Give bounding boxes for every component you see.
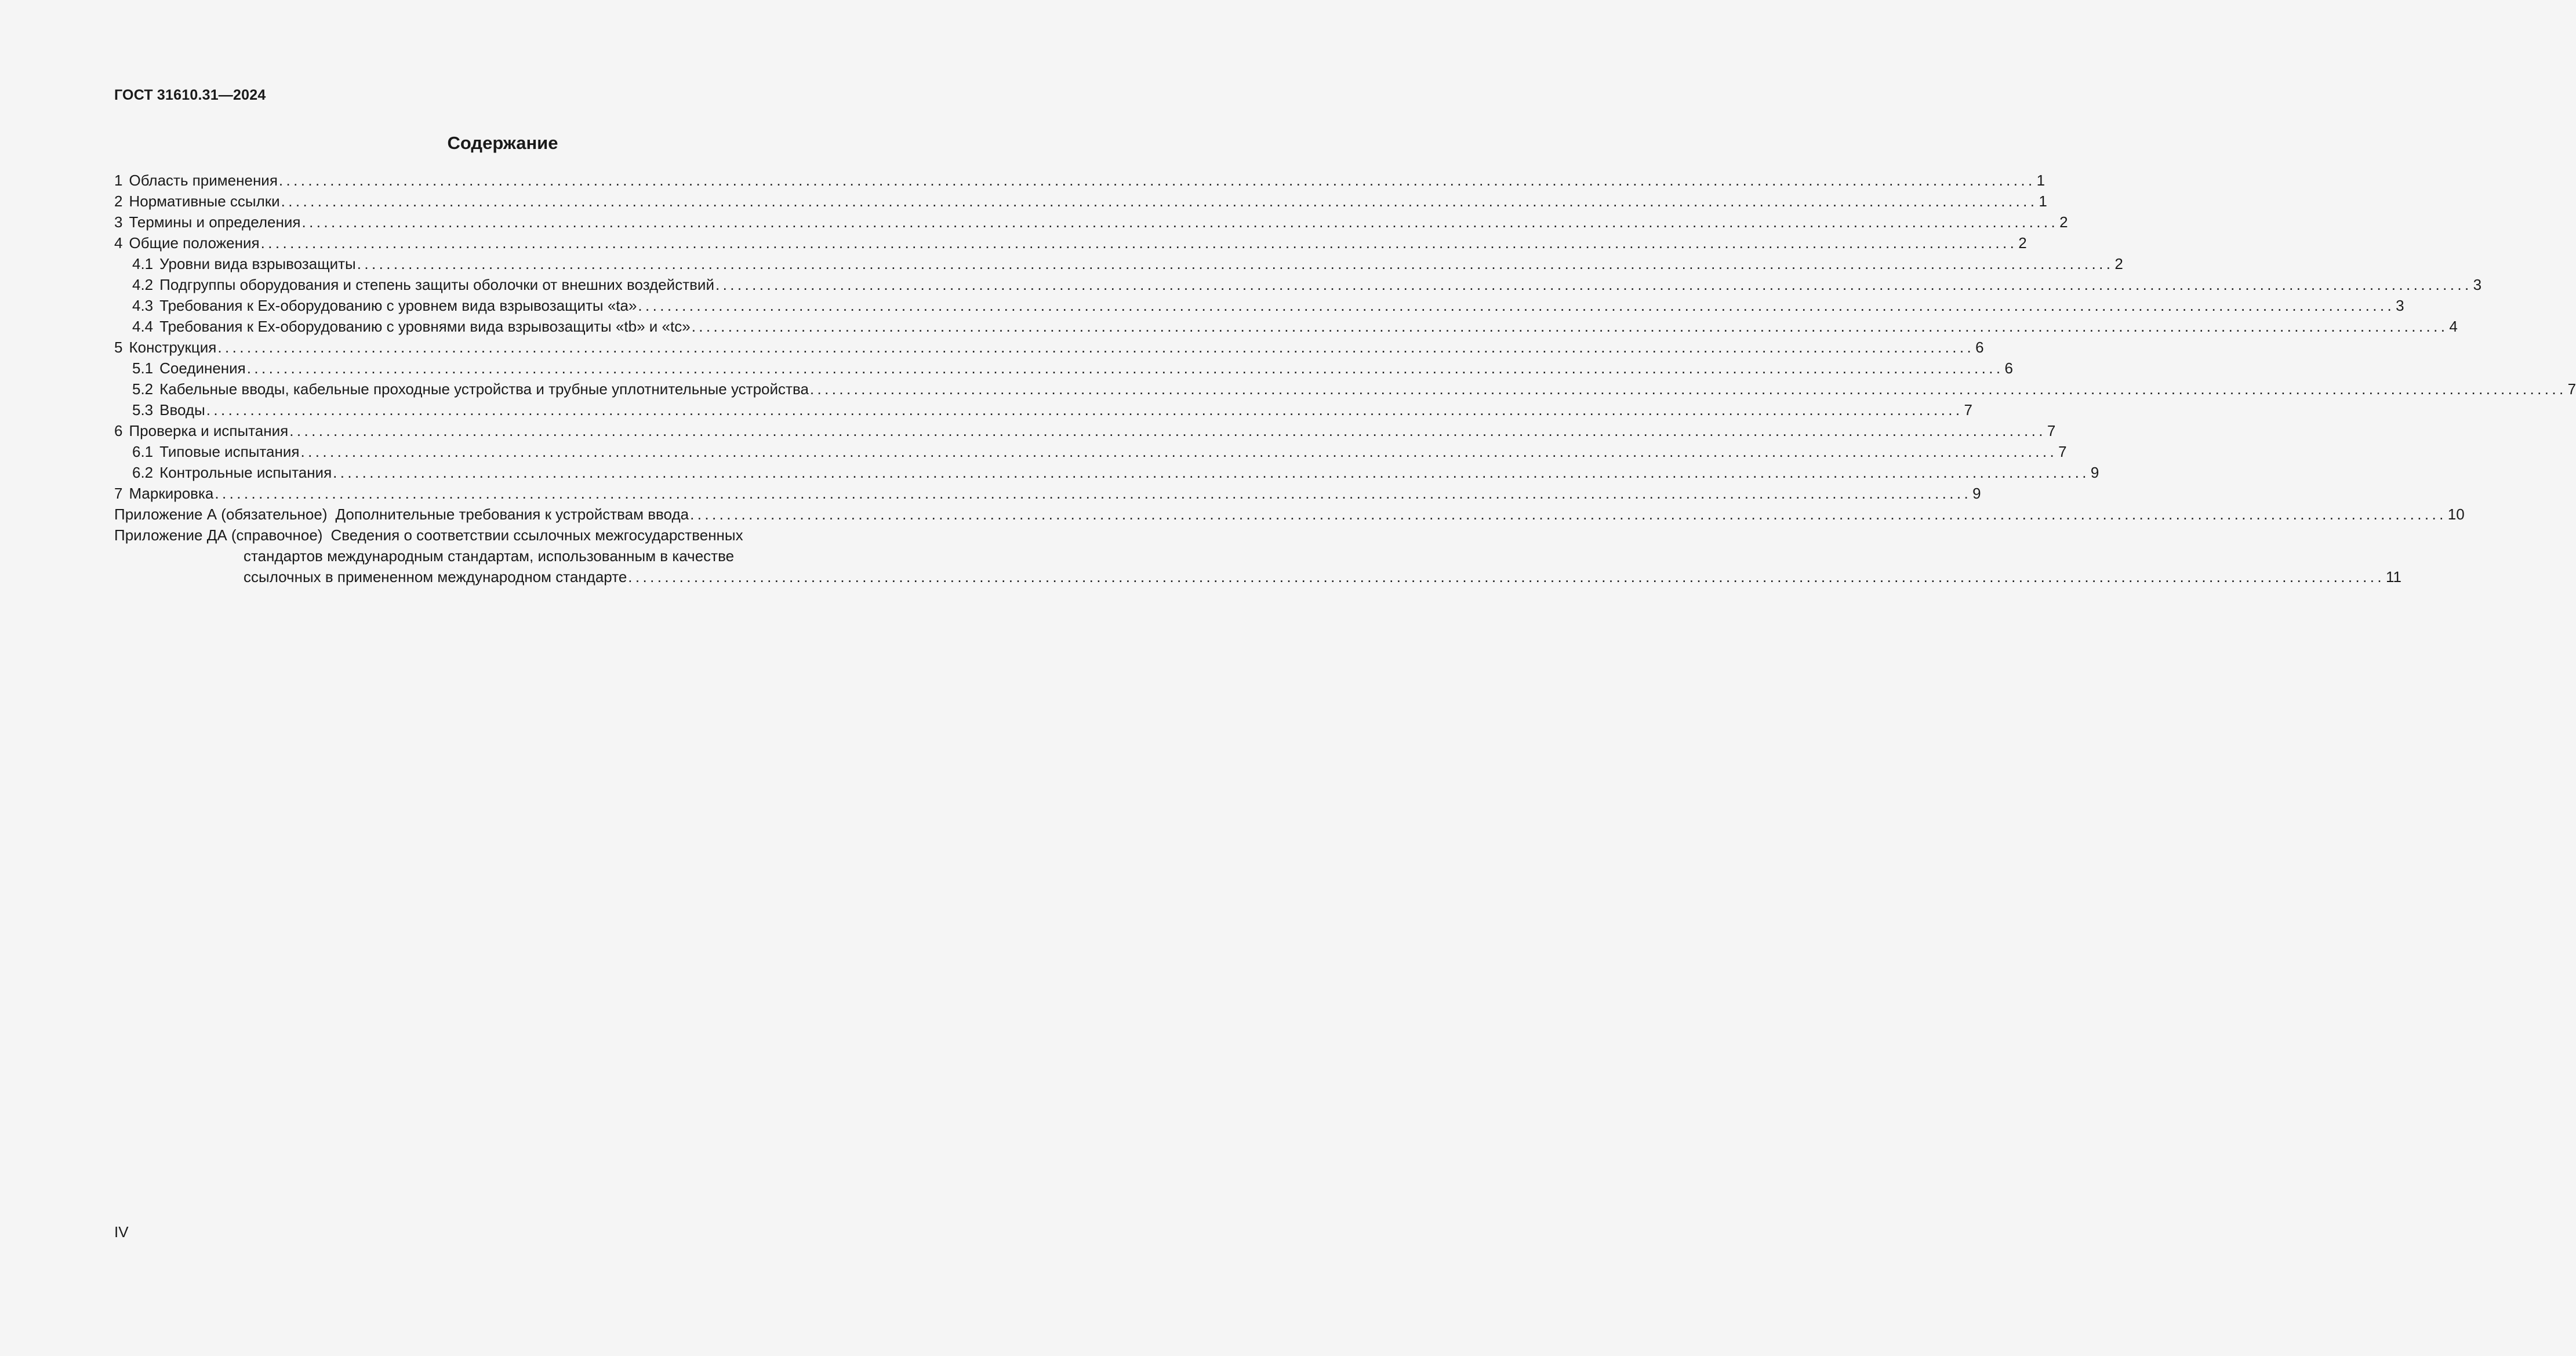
document-id: ГОСТ 31610.31—2024 bbox=[114, 87, 266, 103]
dot-leader: ................................................................................................................................................................................................................................................ bbox=[215, 485, 1972, 502]
toc-entry-page: 3 bbox=[2396, 297, 2404, 314]
toc-entry-page: 1 bbox=[2039, 192, 2047, 210]
toc-entry-label: Требования к Ex-оборудованию с уровнями вида взрывозащиты «tb» и «tc» bbox=[159, 318, 691, 335]
toc-entry-number: 7 bbox=[114, 485, 123, 502]
toc-entry[interactable] bbox=[114, 170, 2045, 191]
appendix-da-entry[interactable] bbox=[114, 525, 2401, 587]
table-of-contents bbox=[114, 170, 2576, 587]
toc-entry-label: Требования к Ex-оборудованию с уровнем вида взрывозащиты «ta» bbox=[159, 297, 637, 314]
toc-entry[interactable] bbox=[114, 399, 1972, 420]
toc-entry-label: Термины и определения bbox=[129, 213, 301, 231]
toc-entry-label: Контрольные испытания bbox=[159, 464, 332, 481]
dot-leader: ................................................................................................................................................................................................................................................ bbox=[260, 234, 2018, 252]
appendix-da-title-line-3: ссылочных в примененном международном стандарте bbox=[244, 568, 627, 586]
toc-entry-label: Маркировка bbox=[129, 485, 214, 502]
toc-entry[interactable] bbox=[114, 462, 2099, 483]
dot-leader: ................................................................................................................................................................................................................................................ bbox=[206, 401, 1963, 419]
dot-leader: ................................................................................................................................................................................................................................................ bbox=[715, 276, 2472, 293]
toc-entry-number: 5 bbox=[114, 339, 123, 356]
dot-leader: ................................................................................................................................................................................................................................................ bbox=[638, 297, 2395, 314]
toc-entry-page: 9 bbox=[2090, 464, 2099, 481]
toc-entry[interactable] bbox=[114, 274, 2482, 295]
dot-leader: ................................................................................................................................................................................................................................................ bbox=[357, 255, 2114, 272]
appendix-da-designation: Приложение ДА (справочное) bbox=[114, 526, 323, 544]
toc-entry[interactable] bbox=[114, 337, 1984, 358]
toc-entry-page: 7 bbox=[2567, 380, 2576, 398]
appendix-da-title-line-1: Сведения о соответствии ссылочных межгосударственных bbox=[330, 526, 743, 544]
toc-entry-number: 6 bbox=[114, 422, 123, 439]
toc-entry[interactable] bbox=[114, 212, 2068, 232]
toc-entry[interactable] bbox=[114, 358, 2013, 379]
dot-leader: ................................................................................................................................................................................................................................................ bbox=[217, 339, 1975, 356]
toc-entry-label: Кабельные вводы, кабельные проходные устройства и трубные уплотнительные устройства bbox=[159, 380, 809, 398]
dot-leader: ................................................................................................................................................................................................................................................ bbox=[289, 422, 2046, 439]
toc-entry[interactable] bbox=[114, 441, 2067, 462]
toc-entry-number: 4.2 bbox=[132, 276, 154, 293]
toc-entry[interactable] bbox=[114, 232, 2027, 253]
toc-entry-label: Конструкция bbox=[129, 339, 217, 356]
toc-entry-page: 7 bbox=[1964, 401, 1972, 419]
toc-entry[interactable] bbox=[114, 253, 2123, 274]
toc-entry-label: Общие положения bbox=[129, 234, 260, 252]
toc-entry-page: 7 bbox=[2058, 443, 2067, 460]
dot-leader: ................................................................................................................................................................................................................................................ bbox=[300, 443, 2058, 460]
toc-entry-number: 6.2 bbox=[132, 464, 154, 481]
appendix-da-page: 11 bbox=[2385, 568, 2401, 586]
toc-entry[interactable] bbox=[114, 379, 2576, 399]
toc-entry-page: 2 bbox=[2018, 234, 2027, 252]
dot-leader: ................................................................................................................................................................................................................................................ bbox=[809, 380, 2567, 398]
toc-entry-page: 2 bbox=[2059, 213, 2068, 231]
page-number-roman: IV bbox=[114, 1223, 129, 1241]
appendix-a-entry[interactable] bbox=[114, 504, 2465, 525]
dot-leader: ................................................................................................................................................................................................................................................ bbox=[690, 506, 2447, 523]
dot-leader: ................................................................................................................................................................................................................................................ bbox=[691, 318, 2448, 335]
toc-entry-number: 5.3 bbox=[132, 401, 154, 419]
toc-entry[interactable] bbox=[114, 191, 2047, 212]
toc-entry[interactable] bbox=[114, 483, 1981, 504]
appendix-a-title: Дополнительные требования к устройствам ввода bbox=[335, 506, 689, 523]
toc-entry-number: 1 bbox=[114, 172, 123, 189]
dot-leader: ................................................................................................................................................................................................................................................ bbox=[301, 213, 2059, 231]
toc-entry-number: 2 bbox=[114, 192, 123, 210]
appendix-a-designation: Приложение А (обязательное) bbox=[114, 506, 328, 523]
toc-entry-page: 4 bbox=[2449, 318, 2458, 335]
toc-entry-number: 4.3 bbox=[132, 297, 154, 314]
toc-entry-label: Вводы bbox=[159, 401, 205, 419]
toc-entry-page: 6 bbox=[2004, 359, 2013, 377]
toc-entry-number: 5.1 bbox=[132, 359, 154, 377]
toc-entry-label: Область применения bbox=[129, 172, 278, 189]
appendix-da-title-line-2: стандартов международным стандартам, использованным в качестве bbox=[244, 547, 735, 565]
toc-entry-page: 7 bbox=[2047, 422, 2056, 439]
toc-entry-number: 3 bbox=[114, 213, 123, 231]
toc-entry-page: 1 bbox=[2036, 172, 2045, 189]
toc-entry-number: 4.1 bbox=[132, 255, 154, 272]
toc-entry-label: Типовые испытания bbox=[159, 443, 300, 460]
dot-leader: ................................................................................................................................................................................................................................................ bbox=[278, 172, 2036, 189]
toc-entry-number: 4.4 bbox=[132, 318, 154, 335]
toc-entry-page: 9 bbox=[1972, 485, 1981, 502]
toc-entry-label: Уровни вида взрывозащиты bbox=[159, 255, 356, 272]
toc-entry-label: Подгруппы оборудования и степень защиты оболочки от внешних воздействий bbox=[159, 276, 714, 293]
toc-entry-page: 3 bbox=[2473, 276, 2482, 293]
toc-entry-number: 6.1 bbox=[132, 443, 154, 460]
dot-leader: ................................................................................................................................................................................................................................................ bbox=[333, 464, 2090, 481]
toc-entry-label: Проверка и испытания bbox=[129, 422, 289, 439]
toc-entry[interactable] bbox=[114, 295, 2404, 316]
appendix-a-page: 10 bbox=[2447, 506, 2465, 523]
toc-title: Содержание bbox=[447, 133, 558, 153]
dot-leader: ................................................................................................................................................................................................................................................ bbox=[628, 568, 2385, 586]
toc-entry-number: 5.2 bbox=[132, 380, 154, 398]
toc-entry-label: Соединения bbox=[159, 359, 246, 377]
toc-entry-label: Нормативные ссылки bbox=[129, 192, 280, 210]
toc-entry-page: 2 bbox=[2114, 255, 2123, 272]
dot-leader: ................................................................................................................................................................................................................................................ bbox=[281, 192, 2038, 210]
toc-entry-page: 6 bbox=[1975, 339, 1984, 356]
toc-entry[interactable] bbox=[114, 420, 2056, 441]
dot-leader: ................................................................................................................................................................................................................................................ bbox=[246, 359, 2004, 377]
toc-entry[interactable] bbox=[114, 316, 2458, 337]
toc-entry-number: 4 bbox=[114, 234, 123, 252]
